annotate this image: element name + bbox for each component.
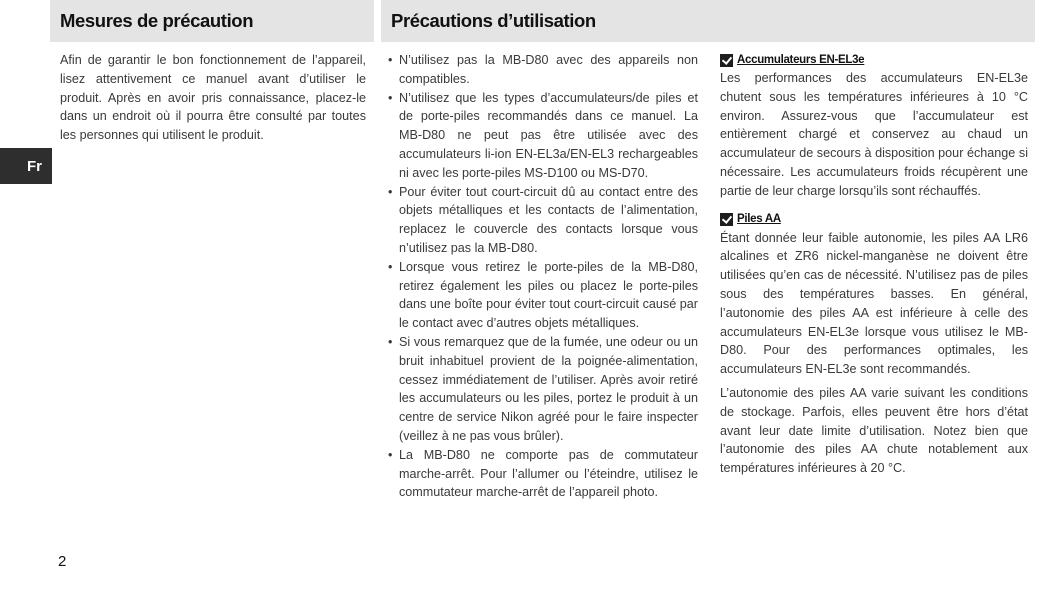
list-item: • Lorsque vous retirez le porte-piles de la MB-D80, retirez également les piles ou placez le porte-piles dans une boîte pour éviter tout court-circuit causé par le contact avec d’autres objets métalliques.: [388, 258, 698, 333]
page-number: 2: [58, 553, 67, 570]
note-text-piles-aa-2: L’autonomie des piles AA varie suivant les conditions de stockage. Parfois, elles peuvent être hors d’état avant leur date limite d’utilisation. Notez bien que l’autonomie des piles AA chute notablement aux températures inférieures à 20 °C.: [720, 385, 1028, 476]
checkmark-icon: [720, 213, 733, 226]
note-heading-accumulateurs: [720, 51, 1028, 69]
list-item: • La MB-D80 ne comporte pas de commutateur marche-arrêt. Pour l’allumer ou l’éteindre, utilisez le commutateur marche-arrêt de l’appareil photo.: [388, 446, 698, 502]
section-heading-precautions: Mesures de précaution: [50, 0, 374, 42]
note-title: Accumulateurs EN-EL3e: [737, 53, 865, 66]
language-tab-fr: Fr: [0, 148, 52, 184]
section-heading-usage: Précautions d’utilisation: [381, 0, 1035, 42]
list-item: • N’utilisez pas la MB-D80 avec des appareils non compatibles.: [388, 51, 698, 89]
list-item: • Pour éviter tout court-circuit dû au contact entre des objets métalliques et les contacts de l’alimentation, replacez le couvercle des contacts lorsque vous n’utilisez pas la MB-D80.: [388, 183, 698, 258]
note-heading-piles-aa: [720, 211, 1028, 229]
intro-column: [60, 51, 366, 145]
note-text-piles-aa: Étant donnée leur faible autonomie, les piles AA LR6 alcalines et ZR6 nickel-manganèse ne doivent être utilisées qu’en cas de nécessité. N’utilisez pas de piles sous des températures basses. En général, l’autonomie des piles AA est inférieure à celle des accumulateurs EN-EL3e lorsque vous utilisez le MB-D80. Pour des performances optimales, les accumulateurs EN-EL3e sont recommandés.: [720, 230, 1028, 377]
intro-paragraph: Afin de garantir le bon fonctionnement de l’appareil, lisez attentivement ce manuel avant d’utiliser le produit. Après en avoir pris connaissance, placez-le dans un endroit où il pourra être consulté par toutes les personnes qui utilisent le produit.: [60, 53, 366, 143]
note-text-accumulateurs: Les performances des accumulateurs EN-EL3e chutent sous les températures inférieures à 10 °C environ. Assurez-vous que l’accumulateur est entièrement chargé et conservez au chaud un accumulateur de secours à disposition pour échange si nécessaire. Les accumulateurs froids récupèrent une partie de leur charge lorsqu’ils sont réchauffés.: [720, 71, 1028, 198]
checkmark-icon: [720, 54, 733, 67]
notes-column: [720, 51, 1028, 478]
usage-bullet-list: [388, 51, 698, 502]
list-item: • N’utilisez que les types d’accumulateurs/de piles et de porte-piles recommandés dans ce manuel. La MB-D80 ne peut pas être utilisée avec des accumulateurs li-ion EN-EL3a/EN-EL3 rechargeables ni avec les porte-piles MS-D100 ou MS-D70.: [388, 89, 698, 183]
note-title: Piles AA: [737, 213, 781, 226]
list-item: • Si vous remarquez que de la fumée, une odeur ou un bruit inhabituel provient de la poignée-alimentation, cessez immédiatement de l’utiliser. Après avoir retiré les accumulateurs ou les piles, portez le produit à un centre de service Nikon agréé pour le faire inspecter (veillez à ne pas vous brûler).: [388, 333, 698, 446]
usage-bullets-column: [388, 51, 698, 502]
